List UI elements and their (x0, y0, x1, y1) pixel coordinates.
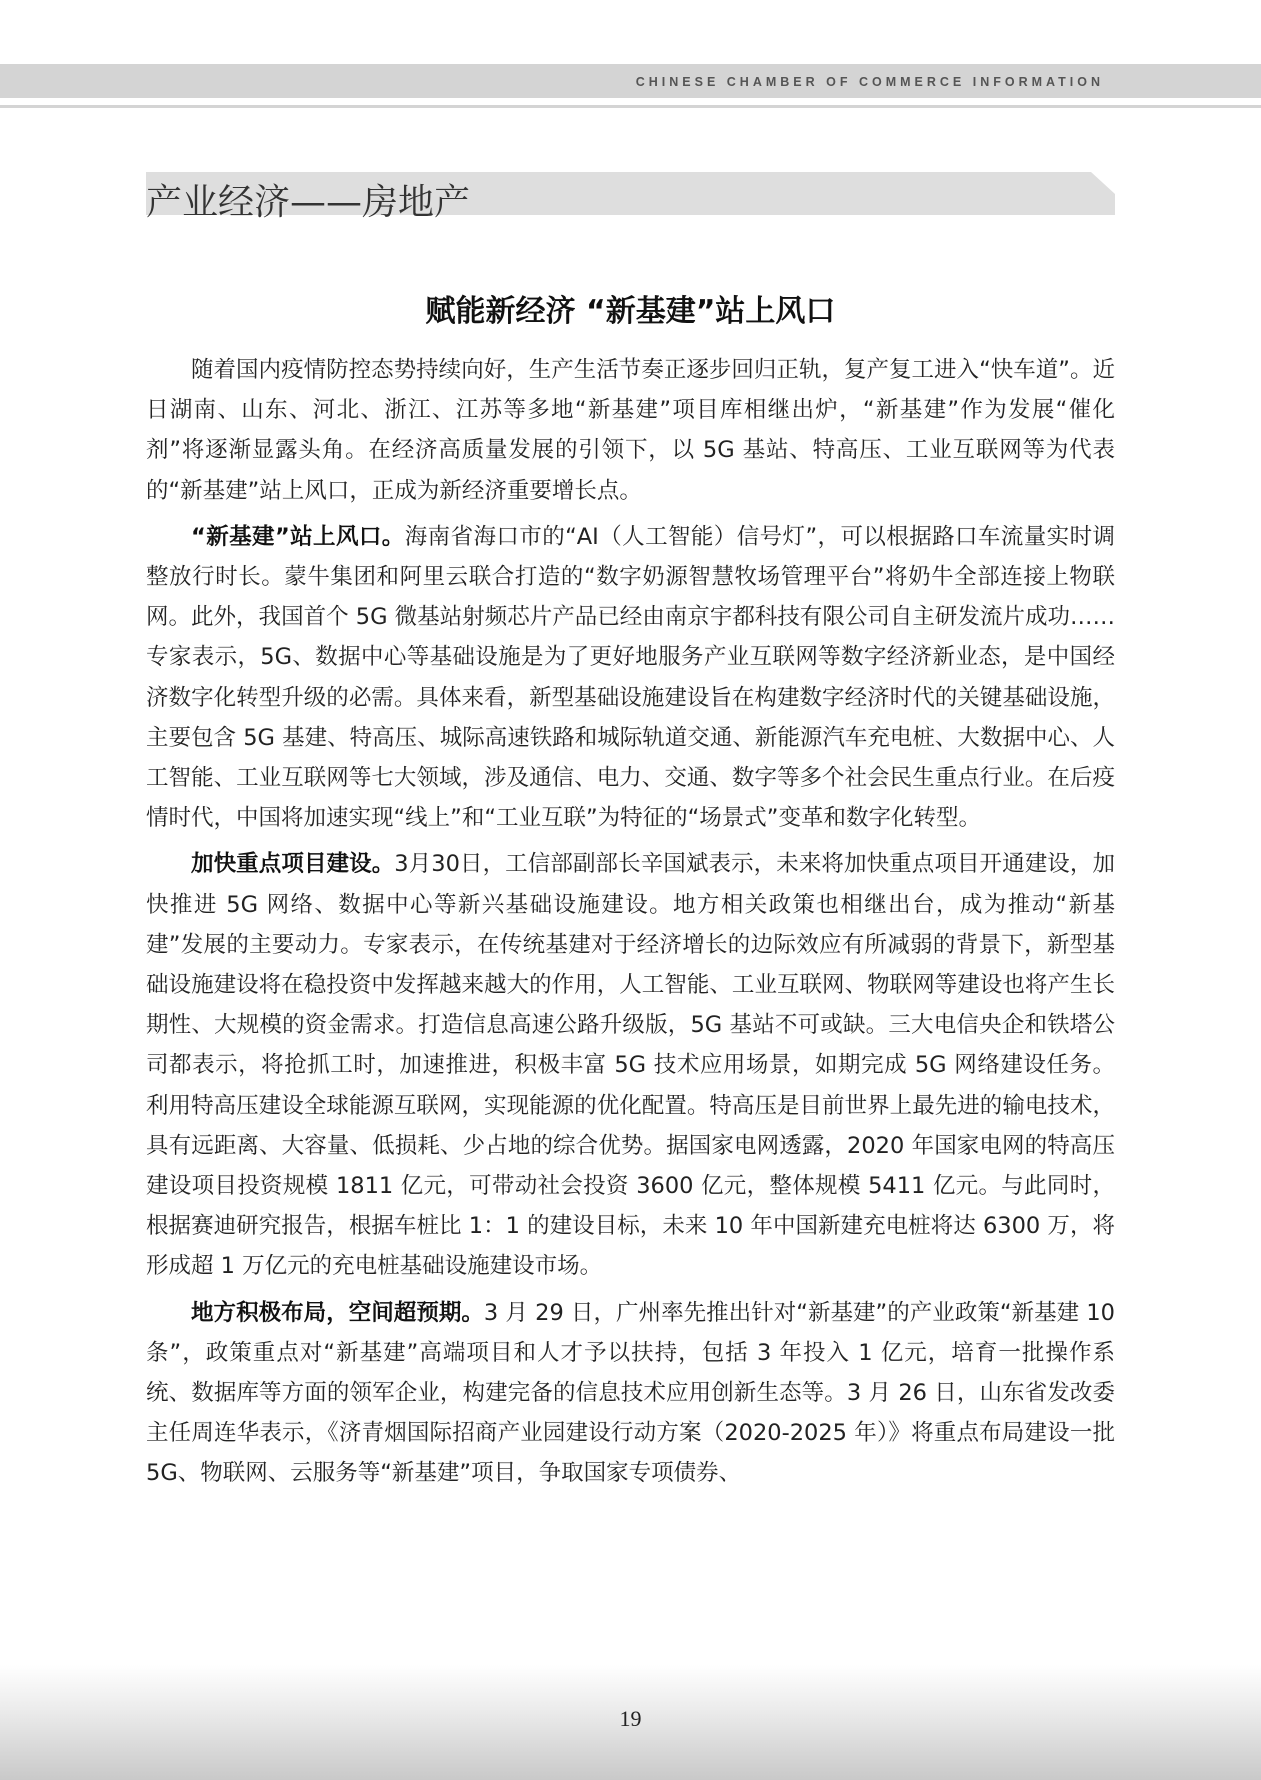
page-number: 19 (619, 1706, 642, 1731)
paragraph-lead: 加快重点项目建设。 (191, 851, 395, 878)
paragraph-key-projects (146, 844, 1115, 1286)
article-body (146, 350, 1115, 1500)
section-title: 产业经济——房地产 (146, 182, 471, 223)
header-rule (0, 105, 1261, 108)
paragraph-local-layout (146, 1293, 1115, 1494)
paragraph-lead: “新基建”站上风口。 (191, 523, 405, 550)
running-title: CHINESE CHAMBER OF COMMERCE INFORMATION (635, 75, 1104, 89)
paragraph-text: 随着国内疫情防控态势持续向好，生产生活节奏正逐步回归正轨，复产复工进入“快车道”。近日湖南、山东、河北、浙江、江苏等多地“新基建”项目库相继出炉，“新基建”作为发展“催化剂”将逐渐显露头角。在经济高质量发展的引领下，以 5G 基站、特高压、工业互联网等为代表的“新基建”站上风口，正成为新经济重要增长点。 (146, 357, 1115, 504)
article-title: 赋能新经济 “新基建”站上风口 (425, 294, 836, 329)
paragraph-text: 3月30日，工信部副部长辛国斌表示，未来将加快重点项目开通建设，加快推进 5G 网络、数据中心等新兴基础设施建设。地方相关政策也相继出台，成为推动“新基建”发展的主要动力。专家表示，在传统基建对于经济增长的边际效应有所减弱的背景下，新型基础设施建设将在稳投资中发挥越来越大的作用，人工智能、工业互联网、物联网等建设也将产生长期性、大规模的资金需求。打造信息高速公路升级版，5G 基站不可或缺。三大电信央企和铁塔公司都表示，将抢抓工时，加速推进，积极丰富 5G 技术应用场景，如期完成 5G 网络建设任务。利用特高压建设全球能源互联网，实现能源的优化配置。特高压是目前世界上最先进的输电技术，具有远距离、大容量、低损耗、少占地的综合优势。据国家电网透露，2020 年国家电网的特高压建设项目投资规模 1811 亿元，可带动社会投资 3600 亿元，整体规模 5411 亿元。与此同时，根据赛迪研究报告，根据车桩比 1：1 的建设目标，未来 10 年中国新建充电桩将达 6300 万，将形成超 1 万亿元的充电桩基础设施建设市场。 (146, 851, 1115, 1280)
paragraph-text: 3 月 29 日，广州率先推出针对“新基建”的产业政策“新基建 10 条”，政策重点对“新基建”高端项目和人才予以扶持，包括 3 年投入 1 亿元，培育一批操作系统、数据库等方面的领军企业，构建完备的信息技术应用创新生态等。3 月 26 日，山东省发改委主任周连华表示，《济青烟国际招商产业园建设行动方案（2020-2025 年）》将重点布局建设一批 5G、物联网、云服务等“新基建”项目，争取国家专项债券、 (146, 1299, 1115, 1487)
paragraph-text: 海南省海口市的“AI（人工智能）信号灯”，可以根据路口车流量实时调整放行时长。蒙牛集团和阿里云联合打造的“数字奶源智慧牧场管理平台”将奶牛全部连接上物联网。此外，我国首个 5G 微基站射频芯片产品已经由南京宇都科技有限公司自主研发流片成功……专家表示，5G、数据中心等基础设施是为了更好地服务产业互联网等数字经济新业态，是中国经济数字化转型升级的必需。具体来看，新型基础设施建设旨在构建数字经济时代的关键基础设施，主要包含 5G 基建、特高压、城际高速铁路和城际轨道交通、新能源汽车充电桩、大数据中心、人工智能、工业互联网等七大领域，涉及通信、电力、交通、数字等多个社会民生重点行业。在后疫情时代，中国将加速实现“线上”和“工业互联”为特征的“场景式”变革和数字化转型。 (146, 523, 1116, 832)
paragraph-lead: 地方积极布局，空间超预期。 (191, 1299, 484, 1326)
paragraph-intro (146, 350, 1115, 511)
paragraph-new-infrastructure (146, 517, 1115, 839)
